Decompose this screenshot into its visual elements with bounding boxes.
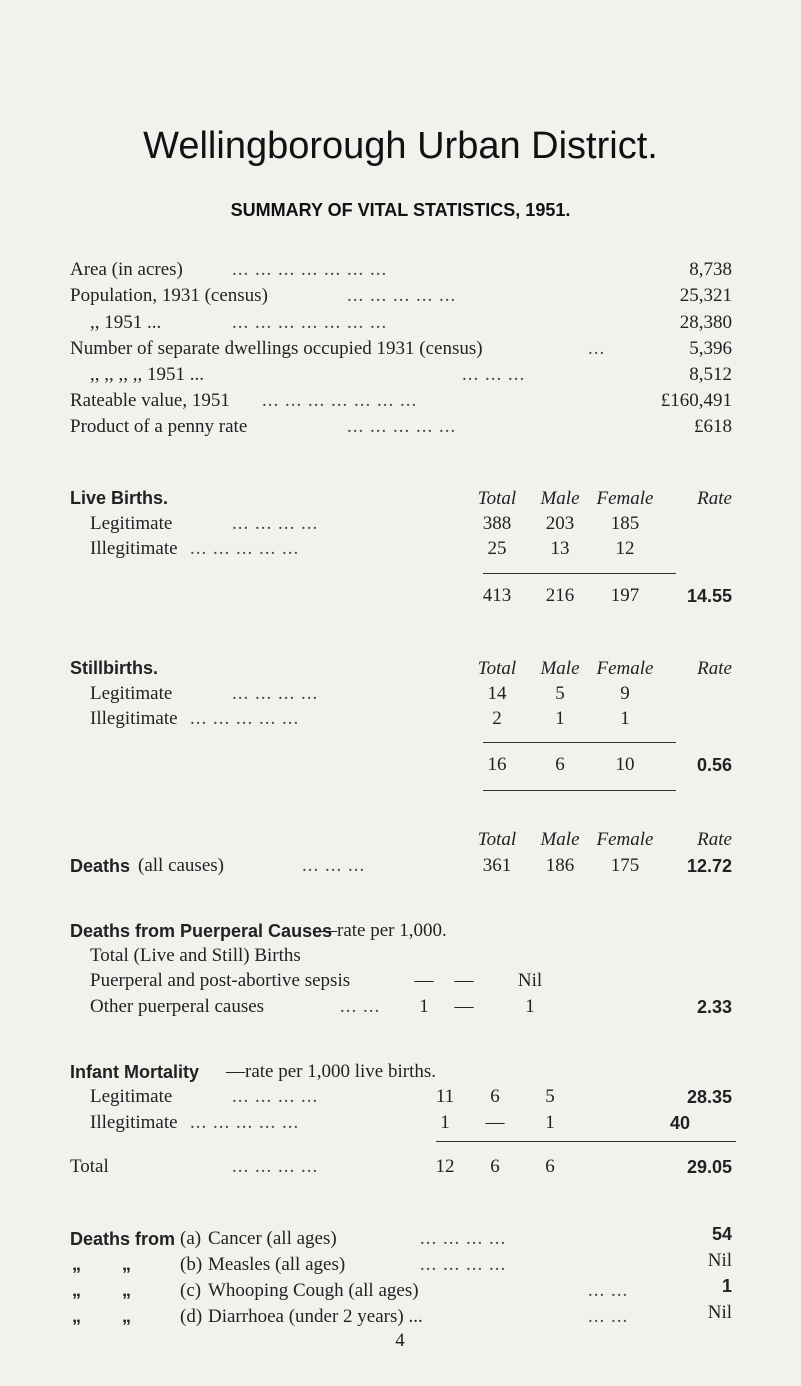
cell-female: 1 bbox=[620, 708, 630, 729]
summary-label: ,, ,, ,, ,, 1951 ... bbox=[90, 364, 204, 385]
dot-leader: ... ... ... ... ... bbox=[190, 708, 300, 729]
cell-rate: 14.55 bbox=[686, 586, 732, 606]
dot-leader: ... ... ... ... ... bbox=[190, 1112, 300, 1133]
dot-leader: ... ... ... bbox=[302, 855, 366, 876]
cell-rate: 29.05 bbox=[686, 1157, 732, 1177]
dot-leader: ... ... ... ... ... bbox=[190, 538, 300, 559]
page-subtitle: SUMMARY OF VITAL STATISTICS, 1951. bbox=[230, 200, 571, 220]
summary-value: £160,491 bbox=[660, 390, 732, 411]
cause-value: Nil bbox=[707, 1250, 732, 1271]
cell-male: 6 bbox=[490, 1086, 500, 1107]
cell-female: 6 bbox=[545, 1156, 555, 1177]
cause-label: Whooping Cough (all ages) bbox=[208, 1280, 419, 1301]
cell-male: 186 bbox=[545, 855, 575, 876]
summary-label: Rateable value, 1951 bbox=[70, 390, 230, 411]
cell-total: 361 bbox=[482, 855, 512, 876]
summary-value: 5,396 bbox=[689, 338, 732, 359]
cause-value: 54 bbox=[711, 1224, 732, 1244]
row-label: Total bbox=[70, 1156, 109, 1177]
cell-female: 1 bbox=[545, 1112, 555, 1133]
row-label: Other puerperal causes bbox=[90, 996, 265, 1017]
cell-rate: 12.72 bbox=[686, 856, 732, 876]
dot-leader: ... ... bbox=[588, 1306, 629, 1327]
cell-female: 175 bbox=[610, 855, 640, 876]
cause-letter: (c) bbox=[180, 1280, 202, 1301]
dot-leader: ... ... bbox=[588, 1280, 629, 1301]
cell-male: 6 bbox=[490, 1156, 500, 1177]
col-header-male: Male bbox=[540, 488, 580, 509]
ditto-mark: „ „ bbox=[72, 1254, 150, 1274]
summary-label: Area (in acres) bbox=[70, 259, 183, 280]
cause-label: Cancer (all ages) bbox=[208, 1228, 337, 1249]
cause-value: 1 bbox=[721, 1276, 732, 1296]
cell-rate: 0.56 bbox=[696, 755, 732, 775]
row-label: Illegitimate bbox=[90, 538, 178, 559]
section-heading-rest: (all causes) bbox=[138, 855, 224, 876]
cell-female: 12 bbox=[615, 538, 635, 559]
cell-male: 203 bbox=[545, 513, 575, 534]
summary-value: 8,512 bbox=[689, 364, 732, 385]
dot-leader: ... ... ... ... bbox=[232, 1086, 319, 1107]
cause-value: Nil bbox=[707, 1302, 732, 1323]
dot-leader: ... ... ... ... ... ... ... bbox=[262, 390, 418, 411]
dot-leader: ... bbox=[588, 338, 606, 359]
cell-female: 9 bbox=[620, 683, 630, 704]
dot-leader: ... ... ... bbox=[462, 364, 526, 385]
dot-leader: ... ... ... ... bbox=[232, 513, 319, 534]
summary-value: 8,738 bbox=[689, 259, 732, 280]
cell-total: 1 bbox=[525, 996, 535, 1017]
cell-total: 1 bbox=[440, 1112, 450, 1133]
col-header-female: Female bbox=[596, 829, 654, 850]
cause-label: Diarrhoea (under 2 years) ... bbox=[208, 1306, 423, 1327]
cell-rate: 40 bbox=[670, 1113, 691, 1133]
col-header-female: Female bbox=[596, 488, 654, 509]
summary-value: 28,380 bbox=[679, 312, 732, 333]
cell-total: 12 bbox=[435, 1156, 455, 1177]
row-label: Legitimate bbox=[90, 513, 173, 534]
summary-label: Number of separate dwellings occupied 1931 (census) bbox=[70, 338, 483, 359]
dot-leader: ... ... ... ... bbox=[232, 683, 319, 704]
section-heading-rest: —rate per 1,000. bbox=[318, 920, 447, 941]
cell-male: 6 bbox=[555, 754, 565, 775]
dot-leader: ... ... bbox=[340, 996, 381, 1017]
section-heading: Stillbirths. bbox=[70, 658, 159, 678]
col-header-male: Male bbox=[540, 829, 580, 850]
cell-live: 1 bbox=[419, 996, 429, 1017]
col-header-male: Male bbox=[540, 658, 580, 679]
cell-male: — bbox=[485, 1112, 505, 1133]
cell-total: 413 bbox=[482, 585, 512, 606]
col-header-rate: Rate bbox=[697, 658, 732, 679]
cell-total: Nil bbox=[517, 970, 543, 991]
row-label: Illegitimate bbox=[90, 1112, 178, 1133]
summary-value: 25,321 bbox=[679, 285, 732, 306]
cell-male: 5 bbox=[555, 683, 565, 704]
section-subheading: Total (Live and Still) Births bbox=[90, 945, 301, 966]
cell-female: 10 bbox=[615, 754, 635, 775]
col-header-female: Female bbox=[596, 658, 654, 679]
cell-rate: 2.33 bbox=[696, 997, 732, 1017]
summary-label: Product of a penny rate bbox=[70, 416, 248, 437]
cause-letter: (a) bbox=[180, 1228, 202, 1249]
cell-female: 5 bbox=[545, 1086, 555, 1107]
dot-leader: ... ... ... ... bbox=[232, 1156, 319, 1177]
dot-leader: ... ... ... ... ... ... ... bbox=[232, 259, 388, 280]
total-rule bbox=[483, 573, 676, 574]
dot-leader: ... ... ... ... bbox=[420, 1228, 507, 1249]
section-heading: Infant Mortality bbox=[70, 1062, 199, 1082]
cell-male: 216 bbox=[545, 585, 575, 606]
cell-total: 25 bbox=[487, 538, 507, 559]
cause-letter: (b) bbox=[180, 1254, 203, 1275]
total-rule bbox=[436, 1141, 736, 1142]
dot-leader: ... ... ... ... bbox=[420, 1254, 507, 1275]
row-label: Illegitimate bbox=[90, 708, 178, 729]
row-label: Legitimate bbox=[90, 1086, 173, 1107]
summary-value: £618 bbox=[694, 416, 732, 437]
cell-still: — bbox=[454, 996, 474, 1017]
total-rule bbox=[483, 742, 676, 743]
col-header-rate: Rate bbox=[697, 488, 732, 509]
cell-female: 185 bbox=[610, 513, 640, 534]
section-heading-rest: —rate per 1,000 live births. bbox=[226, 1061, 437, 1082]
section-heading: Live Births. bbox=[70, 488, 169, 508]
cause-letter: (d) bbox=[180, 1306, 203, 1327]
row-label: Puerperal and post-abortive sepsis bbox=[90, 970, 351, 991]
page-title: Wellingborough Urban District. bbox=[143, 125, 658, 167]
cell-male: 1 bbox=[555, 708, 565, 729]
col-header-total: Total bbox=[477, 658, 517, 679]
col-header-total: Total bbox=[477, 488, 517, 509]
row-label: Legitimate bbox=[90, 683, 173, 704]
cell-total: 388 bbox=[482, 513, 512, 534]
cell-total: 16 bbox=[487, 754, 507, 775]
cell-total: 14 bbox=[487, 683, 507, 704]
col-header-rate: Rate bbox=[697, 829, 732, 850]
cell-total: 11 bbox=[435, 1086, 455, 1107]
summary-label: Population, 1931 (census) bbox=[70, 285, 268, 306]
dot-leader: ... ... ... ... ... bbox=[347, 416, 457, 437]
section-heading: Deaths from Puerperal Causes bbox=[70, 921, 333, 941]
cell-still: — bbox=[454, 970, 474, 991]
cell-male: 13 bbox=[550, 538, 570, 559]
dot-leader: ... ... ... ... ... ... ... bbox=[232, 312, 388, 333]
cell-female: 197 bbox=[610, 585, 640, 606]
page-number: 4 bbox=[395, 1330, 405, 1351]
section-heading: Deaths from bbox=[70, 1229, 176, 1249]
section-rule bbox=[483, 790, 676, 791]
cell-rate: 28.35 bbox=[686, 1087, 732, 1107]
cell-total: 2 bbox=[492, 708, 502, 729]
col-header-total: Total bbox=[477, 829, 517, 850]
ditto-mark: „ „ bbox=[72, 1280, 150, 1300]
cell-live: — bbox=[414, 970, 434, 991]
cause-label: Measles (all ages) bbox=[208, 1254, 346, 1275]
dot-leader: ... ... ... ... ... bbox=[347, 285, 457, 306]
summary-label: ,, 1951 ... bbox=[90, 312, 162, 333]
section-heading: Deaths bbox=[70, 856, 131, 876]
ditto-mark: „ „ bbox=[72, 1306, 150, 1326]
